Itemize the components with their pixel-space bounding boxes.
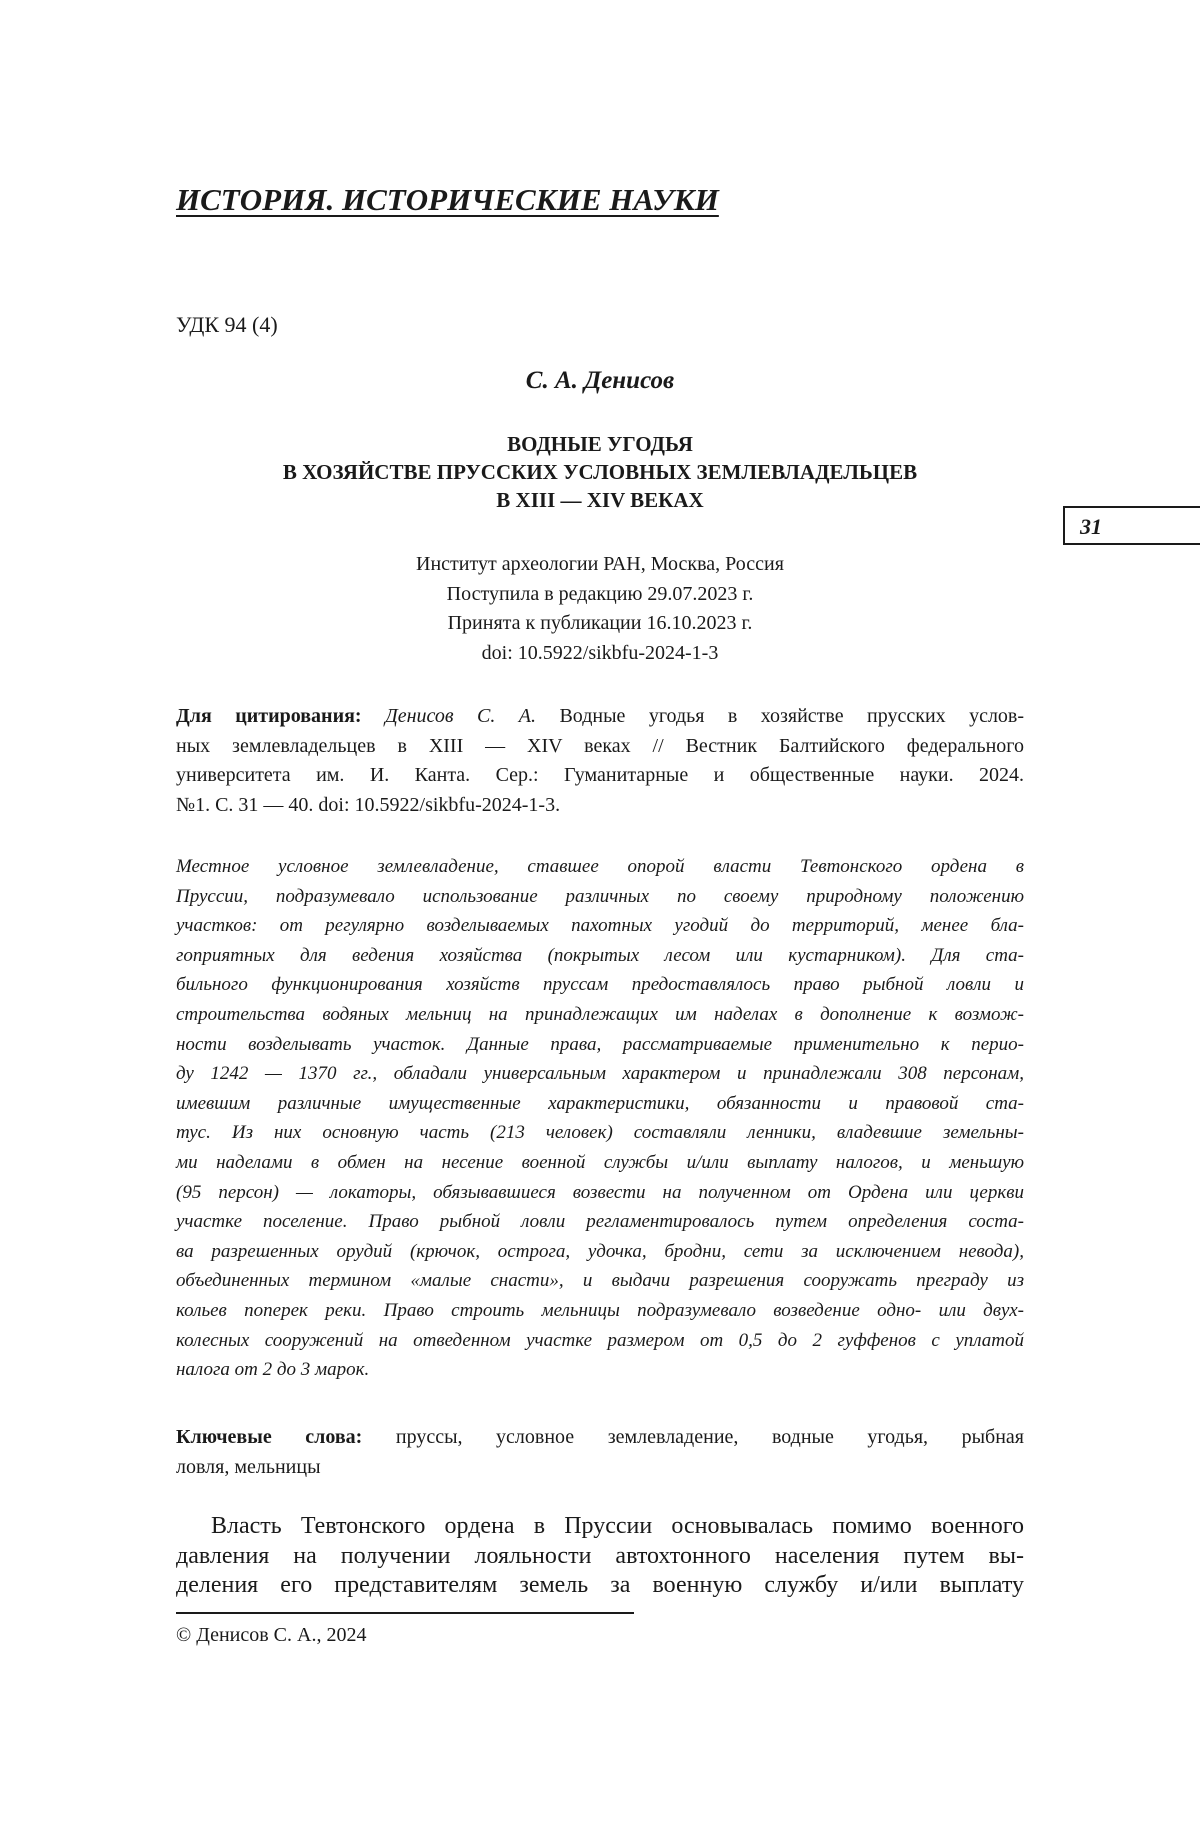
abstract-line: гоприятных для ведения хозяйства (покрытых лесом или кустарником). Для ста-	[176, 944, 1024, 966]
abstract-line: имевшим различные имущественные характеристики, обязанности и правовой ста-	[176, 1092, 1024, 1114]
copyright: © Денисов С. А., 2024	[176, 1624, 367, 1646]
abstract-line: Местное условное землевладение, ставшее опорой власти Тевтонского ордена в	[176, 856, 1024, 877]
abstract-line: бильного функционирования хозяйств пруссам предоставлялось право рыбной ловли и	[176, 974, 1024, 996]
abstract-line: участков: от регулярно возделываемых пахотных угодий до территорий, менее бла-	[176, 915, 1024, 937]
institute: Институт археологии РАН, Москва, Россия	[416, 553, 784, 575]
citation-label: Для цитирования:	[176, 705, 362, 727]
keywords-block	[176, 1422, 1024, 1482]
abstract-line: ду 1242 — 1370 гг., обладали универсальным характером и принадлежали 308 персонам,	[176, 1063, 1024, 1085]
keywords-line	[176, 1422, 1024, 1452]
page-number: 31	[1063, 506, 1200, 545]
citation-author: Денисов С. А.	[385, 705, 537, 727]
citation-line	[176, 702, 1024, 732]
doi: doi: 10.5922/sikbfu-2024-1-3	[481, 641, 719, 664]
abstract	[176, 852, 1024, 1385]
citation-line: университета им. И. Канта. Сер.: Гуманитарные и общественные науки. 2024.	[176, 764, 1024, 787]
citation-line: №1. С. 31 — 40. doi: 10.5922/sikbfu-2024-1-3.	[176, 793, 561, 816]
body-line: Власть Тевтонского ордена в Пруссии основывалась помимо военного	[211, 1513, 1024, 1539]
received-date: Поступила в редакцию 29.07.2023 г.	[446, 582, 754, 605]
body-line: деления его представителям земель за военную службу и/или выплату	[176, 1572, 1024, 1598]
abstract-line: кольев поперек реки. Право строить мельницы подразумевало возведение одно- или двух-	[176, 1299, 1024, 1321]
abstract-line: ва разрешенных орудий (крючок, острога, удочка, бродни, сети за исключением невода),	[176, 1240, 1024, 1262]
body-line: давления на получении лояльности автохтонного населения путем вы-	[176, 1542, 1024, 1569]
keywords-label: Ключевые слова:	[176, 1426, 363, 1448]
title-line: ВОДНЫЕ УГОДЬЯ	[507, 432, 693, 456]
abstract-line: колесных сооружений на отведенном участке размером от 0,5 до 2 гуффенов с уплатой	[176, 1329, 1024, 1351]
abstract-line: налога от 2 до 3 марок.	[176, 1359, 370, 1381]
title-line: В ХОЗЯЙСТВЕ ПРУССКИХ УСЛОВНЫХ ЗЕМЛЕВЛАДЕЛЬЦЕВ	[282, 460, 918, 484]
abstract-line: ности возделывать участок. Данные права, рассматриваемые применительно к перио-	[176, 1033, 1024, 1055]
accepted-date: Принята к публикации 16.10.2023 г.	[447, 612, 753, 634]
citation-block	[176, 702, 1024, 820]
abstract-line: ми наделами в обмен на несение военной службы и/или выплату налогов, и меньшую	[176, 1151, 1024, 1173]
section-heading: ИСТОРИЯ. ИСТОРИЧЕСКИЕ НАУКИ	[176, 182, 719, 217]
body-text	[176, 1512, 1024, 1601]
citation-text: Водные угодья в хозяйстве прусских услов-	[559, 705, 1025, 727]
citation-line: ных землевладельцев в XIII — XIV веках // Вестник Балтийского федерального	[176, 734, 1024, 757]
abstract-line: Пруссии, подразумевало использование различных по своему природному положению	[176, 885, 1024, 907]
udk-code: УДК 94 (4)	[176, 312, 278, 337]
abstract-line: (95 персон) — локаторы, обязывавшиеся возвести на полученном от Ордена или церкви	[176, 1181, 1024, 1203]
title-line: В XIII — XIV ВЕКАХ	[496, 488, 704, 512]
footnote-divider	[176, 1612, 634, 1614]
author-name: С. А. Денисов	[525, 367, 675, 394]
keywords-line: ловля, мельницы	[176, 1456, 321, 1478]
abstract-line: тус. Из них основную часть (213 человек) составляли ленники, владевшие земельны-	[176, 1122, 1024, 1144]
abstract-line: строительства водяных мельниц на принадлежащих им наделах в дополнение к возмож-	[176, 1003, 1024, 1025]
abstract-line: объединенных термином «малые снасти», и выдачи разрешения сооружать преграду из	[176, 1270, 1024, 1292]
keywords-text: пруссы, условное землевладение, водные угодья, рыбная	[395, 1426, 1024, 1448]
affiliation-block	[140, 550, 1060, 668]
abstract-line: участке поселение. Право рыбной ловли регламентировалось путем определения соста-	[176, 1211, 1024, 1233]
article-title	[140, 430, 1060, 514]
